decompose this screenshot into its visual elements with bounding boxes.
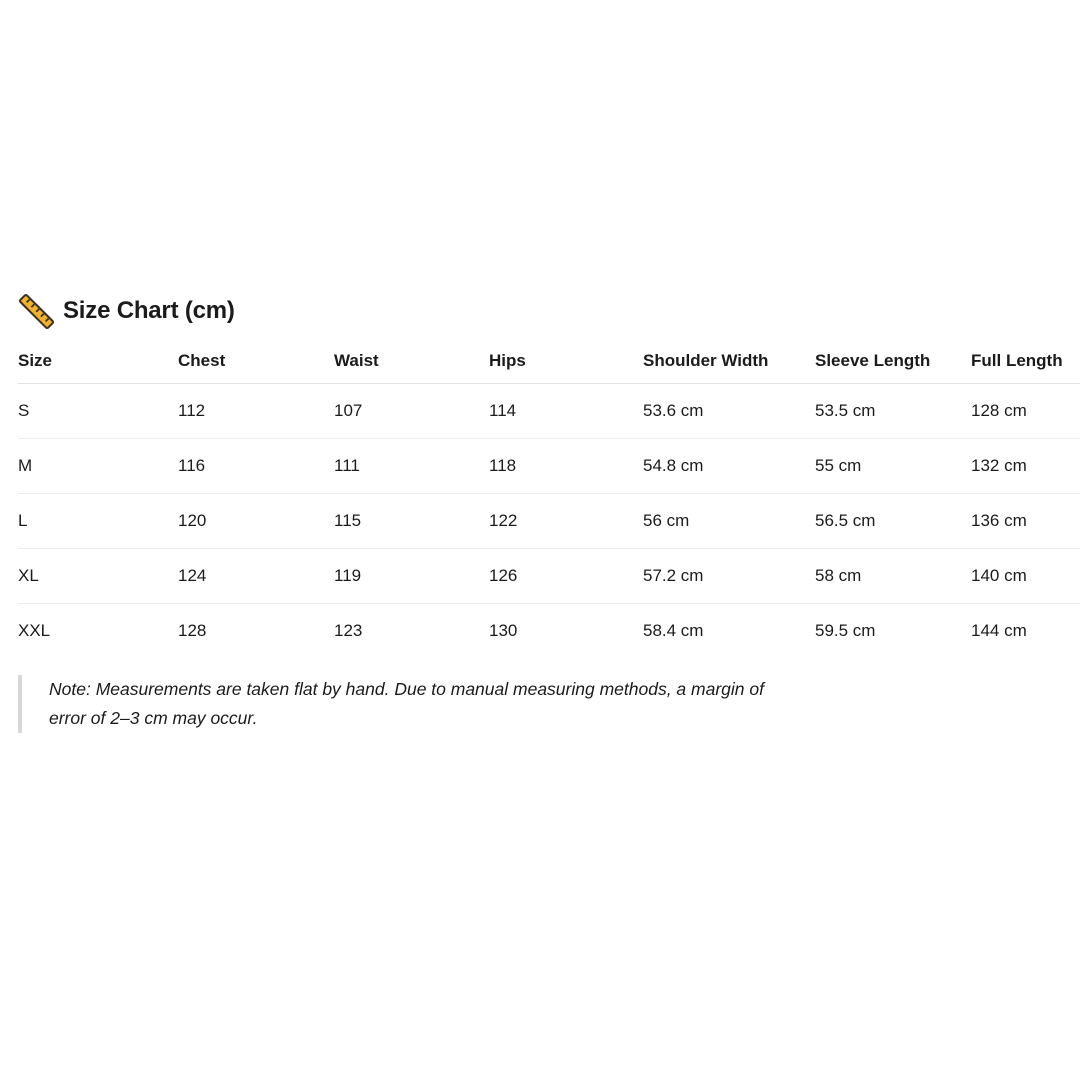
cell-waist: 115: [334, 494, 489, 549]
table-header-row: [18, 339, 1080, 384]
ruler-icon: [21, 296, 52, 327]
cell-full-length: 132 cm: [971, 439, 1080, 494]
column-header-hips: Hips: [489, 339, 643, 384]
cell-size: XXL: [18, 621, 51, 640]
cell-shoulder-width: 57.2 cm: [643, 549, 815, 604]
cell-hips: 122: [489, 494, 643, 549]
cell-shoulder-width: 56 cm: [643, 494, 815, 549]
section-title: [21, 294, 235, 328]
cell-size: L: [18, 494, 178, 549]
cell-full-length: 144 cm: [971, 621, 1027, 640]
cell-hips: 130: [489, 621, 518, 640]
cell-waist: 119: [334, 549, 489, 604]
cell-sleeve-length: 56.5 cm: [815, 494, 971, 549]
table-row-s: [18, 384, 1080, 439]
note-line-2: error of 2–3 cm may occur.: [49, 708, 258, 728]
cell-chest: 116: [178, 439, 334, 494]
cell-hips: 114: [489, 384, 643, 439]
cell-full-length: 136 cm: [971, 494, 1080, 549]
cell-sleeve-length: 59.5 cm: [815, 621, 876, 640]
cell-chest: 120: [178, 494, 334, 549]
cell-size: XL: [18, 549, 178, 604]
column-header-waist: Waist: [334, 339, 489, 384]
size-chart-table: [18, 339, 1080, 658]
cell-shoulder-width: 53.6 cm: [643, 384, 815, 439]
measurement-note: [18, 675, 764, 733]
cell-chest: 128: [178, 621, 207, 640]
table-row-xxl: [18, 604, 1080, 659]
cell-waist: 111: [334, 439, 489, 494]
column-header-sleeve-length: Sleeve Length: [815, 339, 971, 384]
table-row-m: [18, 439, 1080, 494]
column-header-size: Size: [18, 339, 178, 384]
cell-sleeve-length: 53.5 cm: [815, 384, 971, 439]
cell-shoulder-width: 58.4 cm: [643, 621, 704, 640]
cell-chest: 124: [178, 549, 334, 604]
note-line-1: Note: Measurements are taken flat by hand. Due to manual measuring methods, a margin of: [49, 679, 764, 699]
column-header-shoulder-width: Shoulder Width: [643, 339, 815, 384]
cell-full-length: 140 cm: [971, 549, 1080, 604]
cell-hips: 118: [489, 439, 643, 494]
column-header-full-length: Full Length: [971, 339, 1080, 384]
cell-waist: 107: [334, 384, 489, 439]
cell-shoulder-width: 54.8 cm: [643, 439, 815, 494]
cell-full-length: 128 cm: [971, 384, 1080, 439]
table-row-xl: [18, 549, 1080, 604]
cell-size: M: [18, 439, 178, 494]
table-row-l: [18, 494, 1080, 549]
page-title: Size Chart (cm): [63, 297, 235, 324]
cell-sleeve-length: 58 cm: [815, 549, 971, 604]
cell-waist: 123: [334, 621, 363, 640]
cell-chest: 112: [178, 384, 334, 439]
cell-hips: 126: [489, 549, 643, 604]
cell-sleeve-length: 55 cm: [815, 439, 971, 494]
column-header-chest: Chest: [178, 339, 334, 384]
cell-size: S: [18, 384, 178, 439]
